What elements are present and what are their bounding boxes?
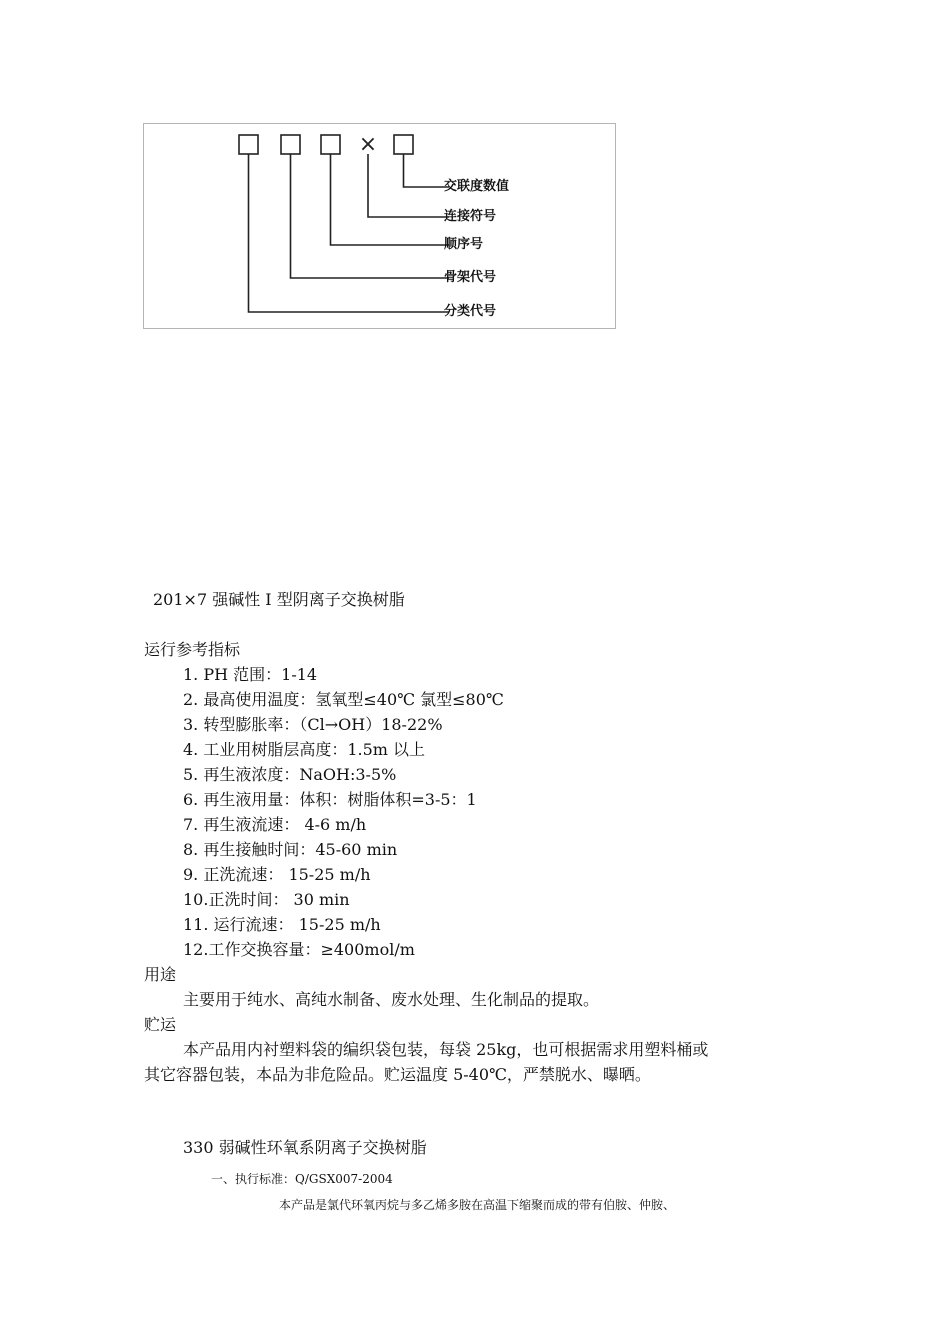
standard-line: 一、执行标准：Q/GSX007-2004 — [211, 1172, 393, 1186]
usage-heading: 用途 — [144, 965, 177, 984]
code-box-sequence — [321, 135, 340, 154]
naming-code-diagram — [143, 123, 616, 329]
param-item: 4. 工业用树脂层高度：1.5m 以上 — [183, 740, 426, 759]
code-box-classification — [239, 135, 258, 154]
section2-intro: 本产品是氯代环氧丙烷与多乙烯多胺在高温下缩聚而成的带有伯胺、仲胺、 — [279, 1198, 676, 1212]
leader-sequence — [331, 154, 450, 245]
param-item: 12.工作交换容量：≥400mol/m — [183, 940, 415, 959]
code-box-crosslink — [394, 135, 413, 154]
label-connector-symbol: 连接符号 — [444, 209, 497, 224]
label-classification-code: 分类代号 — [444, 304, 497, 319]
param-item: 2. 最高使用温度：氢氧型≤40℃ 氯型≤80℃ — [183, 690, 504, 709]
leader-crosslink — [404, 154, 450, 187]
usage-text: 主要用于纯水、高纯水制备、废水处理、生化制品的提取。 — [183, 990, 600, 1009]
section1-title: 201×7 强碱性 I 型阴离子交换树脂 — [153, 590, 405, 609]
param-item: 6. 再生液用量：体积：树脂体积=3-5：1 — [183, 790, 477, 809]
param-item: 3. 转型膨胀率：（Cl→OH）18-22% — [183, 715, 443, 734]
label-sequence-number: 顺序号 — [444, 237, 484, 252]
storage-heading: 贮运 — [144, 1015, 177, 1034]
storage-text-line2: 其它容器包装，本品为非危险品。贮运温度 5-40℃，严禁脱水、曝晒。 — [144, 1065, 651, 1084]
storage-text-line1: 本产品用内衬塑料袋的编织袋包装，每袋 25kg，也可根据需求用塑料桶或 — [183, 1040, 709, 1059]
params-heading: 运行参考指标 — [144, 640, 241, 659]
connector-symbol: × — [358, 132, 378, 157]
param-item: 11. 运行流速： 15-25 m/h — [183, 915, 381, 934]
leader-skeleton — [291, 154, 450, 278]
label-crosslink-value: 交联度数值 — [444, 179, 510, 194]
param-item: 10.正洗时间： 30 min — [183, 890, 350, 909]
param-item: 5. 再生液浓度：NaOH:3-5% — [183, 765, 397, 784]
label-skeleton-code: 骨架代号 — [444, 270, 497, 285]
diagram-lines — [144, 124, 617, 330]
code-box-skeleton — [281, 135, 300, 154]
param-item: 8. 再生接触时间：45-60 min — [183, 840, 398, 859]
param-item: 9. 正洗流速： 15-25 m/h — [183, 865, 371, 884]
section2-title: 330 弱碱性环氧系阴离子交换树脂 — [183, 1138, 427, 1157]
param-item: 1. PH 范围：1-14 — [183, 665, 318, 684]
leader-classification — [249, 154, 450, 312]
param-item: 7. 再生液流速： 4-6 m/h — [183, 815, 367, 834]
leader-connector — [368, 154, 449, 217]
